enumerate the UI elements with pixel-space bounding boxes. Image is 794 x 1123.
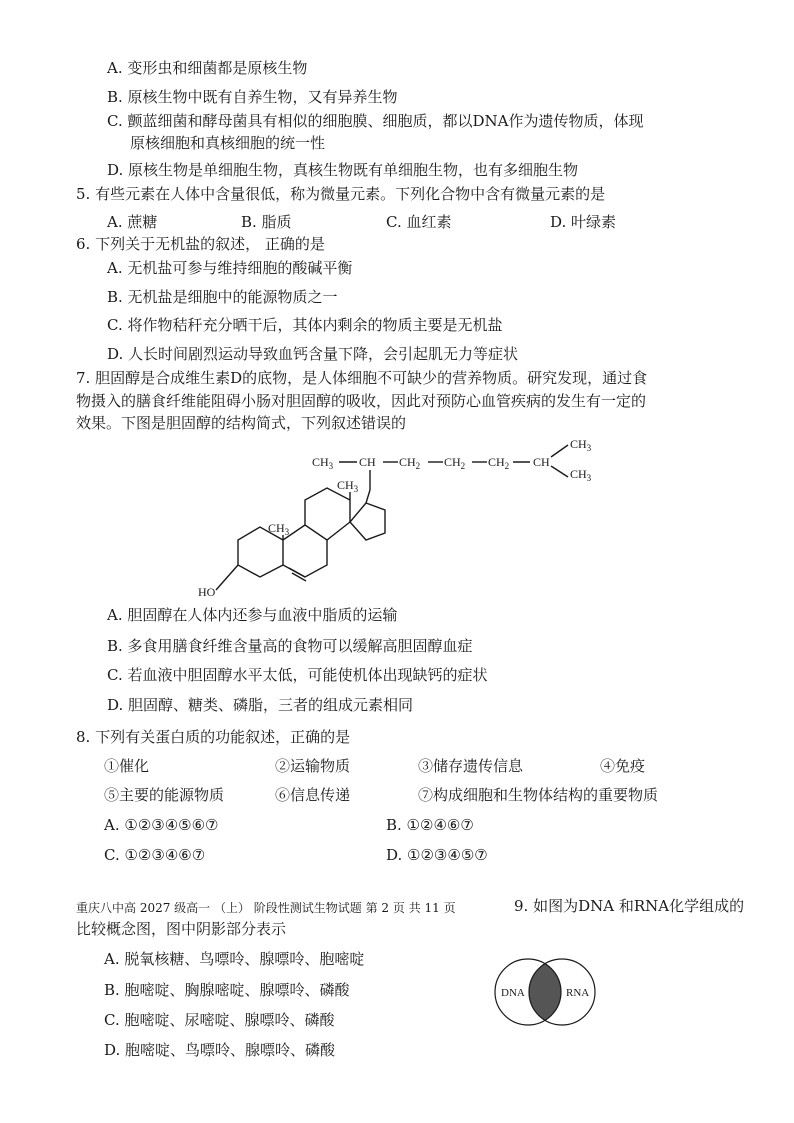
q5-option-b: B. 脂质	[241, 213, 292, 231]
q8-item-3: ③储存遗传信息	[418, 757, 524, 775]
q8-option-c: C. ①②③④⑥⑦	[104, 846, 206, 864]
q4-option-c-line1: C. 颤蓝细菌和酵母菌具有相似的细胞膜、细胞质，都以DNA作为遗传物质，体现	[107, 112, 644, 130]
q8-item-2: ②运输物质	[275, 757, 351, 775]
q7-stem-line2: 物摄入的膳食纤维能阻碍小肠对胆固醇的吸收，因此对预防心血管疾病的发生有一定的	[76, 392, 647, 410]
hydroxyl-group: HO	[198, 585, 216, 599]
subscript: 2	[504, 461, 510, 471]
svg-text:CH3	[268, 521, 290, 537]
q6-option-b: B. 无机盐是细胞中的能源物质之一	[107, 288, 338, 306]
q4-option-a: A. 变形虫和细菌都是原核生物	[107, 59, 308, 77]
q8-option-d: D. ①②③④⑤⑦	[386, 846, 488, 864]
q7-option-d: D. 胆固醇、糖类、磷脂，三者的组成元素相同	[107, 696, 414, 714]
svg-text:CH3	[337, 478, 359, 494]
q7-stem-line3: 效果。下图是胆固醇的结构简式，下列叙述错误的	[76, 414, 407, 432]
side-chain-ch: CH	[359, 455, 376, 469]
q9-option-b: B. 胞嘧啶、胸腺嘧啶、腺嘌呤、磷酸	[104, 981, 350, 999]
svg-text:CH2	[399, 455, 420, 471]
q5-stem: 5. 有些元素在人体中含量很低，称为微量元素。下列化合物中含有微量元素的是	[76, 185, 606, 203]
q9-stem-line1: 9. 如图为DNA 和RNA化学组成的	[514, 897, 745, 915]
side-chain-ch2-3: CH	[488, 455, 505, 469]
subscript: 3	[586, 443, 592, 453]
subscript: 2	[460, 461, 466, 471]
q6-option-d: D. 人长时间剧烈运动导致血钙含量下降，会引起肌无力等症状	[107, 345, 519, 363]
q6-option-c: C. 将作物秸秆充分晒干后，其体内剩余的物质主要是无机盐	[107, 316, 503, 334]
subscript: 3	[353, 484, 359, 494]
side-chain-ch3-top: CH	[570, 437, 587, 451]
q9-option-d: D. 胞嘧啶、鸟嘌呤、腺嘌呤、磷酸	[104, 1041, 336, 1059]
q5-option-c: C. 血红素	[386, 213, 452, 231]
svg-text:CH2	[488, 455, 509, 471]
q4-option-d: D. 原核生物是单细胞生物，真核生物既有单细胞生物，也有多细胞生物	[107, 161, 579, 179]
q7-stem-line1: 7. 胆固醇是合成维生素D的底物，是人体细胞不可缺少的营养物质。研究发现，通过食	[76, 369, 648, 387]
subscript: 3	[328, 461, 334, 471]
cholesterol-structure-diagram	[190, 432, 620, 607]
q9-stem-line2: 比较概念图，图中阴影部分表示	[76, 920, 287, 938]
q9-option-a: A. 脱氧核糖、鸟嘌呤、腺嘌呤、胞嘧啶	[104, 950, 365, 968]
subscript: 3	[586, 473, 592, 483]
q4-option-c-line2: 原核细胞和真核细胞的统一性	[130, 134, 326, 152]
q8-stem: 8. 下列有关蛋白质的功能叙述，正确的是	[76, 728, 351, 746]
side-chain-ch2-2: CH	[444, 455, 461, 469]
subscript: 3	[284, 527, 290, 537]
q8-item-4: ④免疫	[600, 757, 646, 775]
q7-option-a: A. 胆固醇在人体内还参与血液中脂质的运输	[107, 606, 398, 624]
venn-label-rna: RNA	[566, 987, 590, 999]
side-chain-ch3-left: CH	[312, 455, 329, 469]
methyl-upper: CH	[337, 478, 354, 492]
page-footer: 重庆八中高 2027 级高一 （上） 阶段性测试生物试题 第 2 页 共 11 页	[76, 901, 456, 915]
side-chain-ch-right: CH	[533, 455, 550, 469]
subscript: 2	[415, 461, 421, 471]
side-chain-ch3-bottom: CH	[570, 467, 587, 481]
q8-option-a: A. ①②③④⑤⑥⑦	[104, 816, 219, 834]
side-chain-ch2-1: CH	[399, 455, 416, 469]
dna-rna-venn-diagram	[490, 955, 600, 1030]
svg-text:CH3	[570, 437, 592, 453]
q5-option-d: D. 叶绿素	[550, 213, 617, 231]
methyl-lower: CH	[268, 521, 285, 535]
svg-text:CH2	[444, 455, 465, 471]
q7-option-c: C. 若血液中胆固醇水平太低，可能使机体出现缺钙的症状	[107, 666, 488, 684]
svg-text:CH3	[312, 455, 334, 471]
q8-item-5: ⑤主要的能源物质	[104, 786, 225, 804]
svg-text:CH3	[570, 467, 592, 483]
q9-option-c: C. 胞嘧啶、尿嘧啶、腺嘌呤、磷酸	[104, 1011, 335, 1029]
q6-stem: 6. 下列关于无机盐的叙述， 正确的是	[76, 235, 325, 253]
q4-option-b: B. 原核生物中既有自养生物，又有异养生物	[107, 88, 398, 106]
venn-label-dna: DNA	[501, 987, 525, 999]
q8-item-7: ⑦构成细胞和生物体结构的重要物质	[418, 786, 659, 804]
q5-option-a: A. 蔗糖	[107, 213, 158, 231]
q8-option-b: B. ①②④⑥⑦	[386, 816, 474, 834]
q6-option-a: A. 无机盐可参与维持细胞的酸碱平衡	[107, 259, 353, 277]
q8-item-6: ⑥信息传递	[275, 786, 351, 804]
q8-item-1: ①催化	[104, 757, 150, 775]
q7-option-b: B. 多食用膳食纤维含量高的食物可以缓解高胆固醇血症	[107, 637, 473, 655]
